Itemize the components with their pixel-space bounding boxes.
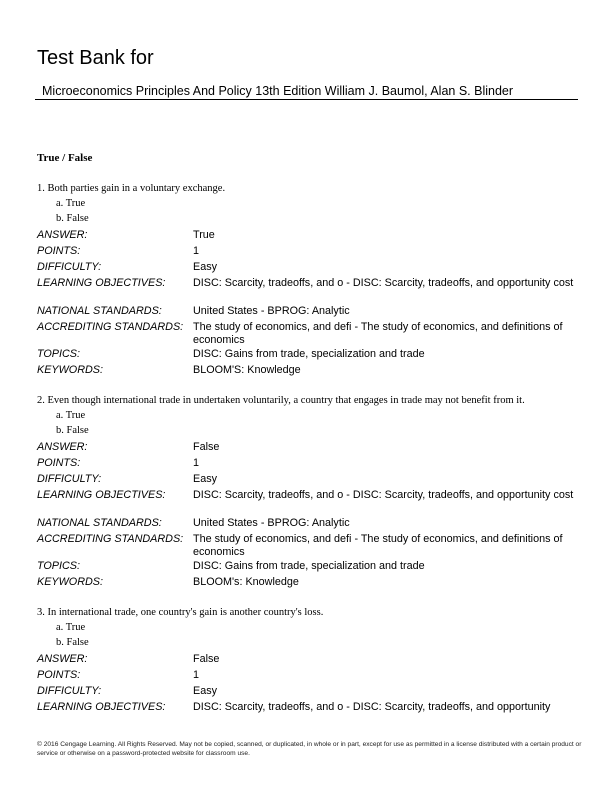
question-2-text: 2. Even though international trade in undertaken voluntarily, a country that engages in trade may not benefit from it. (37, 395, 525, 406)
learning-objectives-label: LEARNING OBJECTIVES: (37, 701, 166, 713)
difficulty-label: DIFFICULTY: (37, 473, 102, 485)
points-value: 1 (193, 245, 200, 257)
question-3-option-b: b. False (56, 637, 89, 648)
keywords-value: BLOOM'S: Knowledge (193, 364, 301, 376)
question-2-option-a: a. True (56, 410, 86, 421)
accrediting-standards-label: ACCREDITING STANDARDS: (37, 533, 184, 545)
national-standards-label: NATIONAL STANDARDS: (37, 517, 162, 529)
question-1-option-a: a. True (56, 198, 86, 209)
book-subtitle: Microeconomics Principles And Policy 13th Edition William J. Baumol, Alan S. Blinder (42, 84, 514, 98)
difficulty-value: Easy (193, 261, 218, 273)
difficulty-label: DIFFICULTY: (37, 685, 102, 697)
keywords-label: KEYWORDS: (37, 576, 103, 588)
copyright-footer: © 2016 Cengage Learning. All Rights Reserved. May not be copied, scanned, or duplicated, in whole or in part, except for use as permitted in a license distributed with a certain product or service or otherwise on a password-protected website for classroom use. (37, 741, 582, 757)
learning-objectives-label: LEARNING OBJECTIVES: (37, 489, 166, 501)
difficulty-label: DIFFICULTY: (37, 261, 102, 273)
points-label: POINTS: (37, 669, 81, 681)
answer-label: ANSWER: (37, 441, 88, 453)
points-label: POINTS: (37, 245, 81, 257)
header-divider (35, 99, 578, 100)
answer-label: ANSWER: (37, 653, 88, 665)
difficulty-value: Easy (193, 473, 218, 485)
points-value: 1 (193, 457, 200, 469)
answer-label: ANSWER: (37, 229, 88, 241)
section-heading: True / False (37, 152, 93, 164)
learning-objectives-label: LEARNING OBJECTIVES: (37, 277, 166, 289)
points-value: 1 (193, 669, 200, 681)
question-3-text: 3. In international trade, one country's gain is another country's loss. (37, 607, 324, 618)
question-1-text: 1. Both parties gain in a voluntary exchange. (37, 183, 226, 194)
answer-value: True (193, 229, 215, 241)
learning-objectives-value: DISC: Scarcity, tradeoffs, and o - DISC: Scarcity, tradeoffs, and opportunity (193, 701, 551, 713)
page-title: Test Bank for (37, 47, 154, 69)
question-3-option-a: a. True (56, 622, 86, 633)
learning-objectives-value: DISC: Scarcity, tradeoffs, and o - DISC: Scarcity, tradeoffs, and opportunity cost (193, 277, 574, 289)
learning-objectives-value: DISC: Scarcity, tradeoffs, and o - DISC: Scarcity, tradeoffs, and opportunity cost (193, 489, 574, 501)
accrediting-standards-value: The study of economics, and defi - The study of economics, and definitions of economics (193, 321, 563, 346)
national-standards-label: NATIONAL STANDARDS: (37, 305, 162, 317)
topics-label: TOPICS: (37, 560, 80, 572)
difficulty-value: Easy (193, 685, 218, 697)
points-label: POINTS: (37, 457, 81, 469)
question-2-option-b: b. False (56, 425, 89, 436)
answer-value: False (193, 653, 220, 665)
topics-label: TOPICS: (37, 348, 80, 360)
answer-value: False (193, 441, 220, 453)
topics-value: DISC: Gains from trade, specialization and trade (193, 348, 425, 360)
keywords-label: KEYWORDS: (37, 364, 103, 376)
accrediting-standards-label: ACCREDITING STANDARDS: (37, 321, 184, 333)
accrediting-standards-value: The study of economics, and defi - The study of economics, and definitions of economics (193, 533, 563, 558)
topics-value: DISC: Gains from trade, specialization and trade (193, 560, 425, 572)
national-standards-value: United States - BPROG: Analytic (193, 517, 350, 529)
keywords-value: BLOOM's: Knowledge (193, 576, 299, 588)
question-1-option-b: b. False (56, 213, 89, 224)
national-standards-value: United States - BPROG: Analytic (193, 305, 350, 317)
